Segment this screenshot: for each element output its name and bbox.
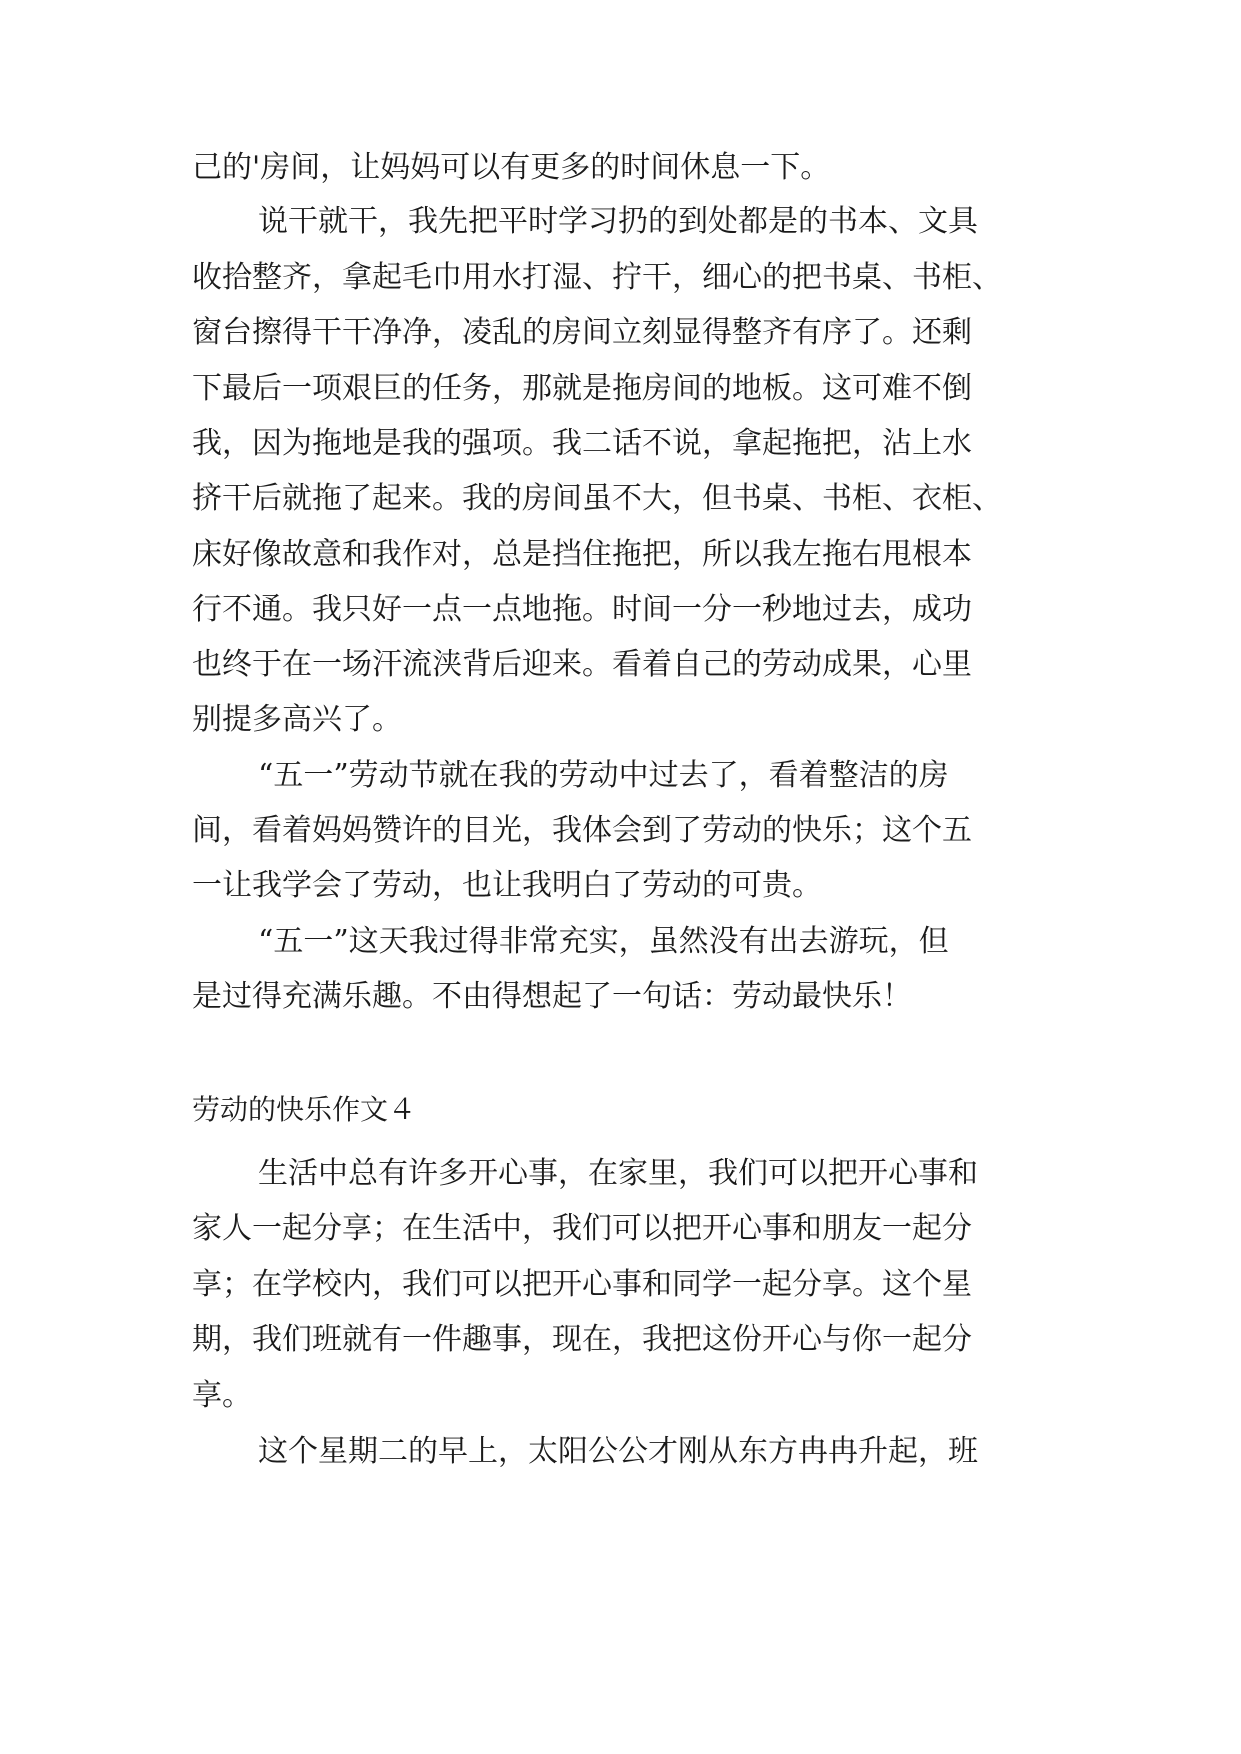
text-line: 己的'房间，让妈妈可以有更多的时间休息一下。 — [192, 150, 831, 185]
text-line: 床好像故意和我作对，总是挡住拖把，所以我左拖右甩根本 — [192, 537, 972, 572]
text-line: 窗台擦得干干净净，凌乱的房间立刻显得整齐有序了。还剩 — [192, 315, 972, 350]
text-line: 是过得充满乐趣。不由得想起了一句话：劳动最快乐！ — [192, 979, 912, 1014]
text-line: 生活中总有许多开心事，在家里，我们可以把开心事和 — [258, 1156, 978, 1191]
text-line: 我，因为拖地是我的强项。我二话不说，拿起拖把，沾上水 — [192, 426, 972, 461]
text-line: 期，我们班就有一件趣事，现在，我把这份开心与你一起分 — [192, 1322, 972, 1357]
text-line: 别提多高兴了。 — [192, 702, 402, 737]
text-line: 享。 — [192, 1378, 252, 1413]
text-line: 这个星期二的早上，太阳公公才刚从东方冉冉升起，班 — [258, 1434, 978, 1469]
text-line: 享；在学校内，我们可以把开心事和同学一起分享。这个星 — [192, 1267, 972, 1302]
text-line: “五一”劳动节就在我的劳动中过去了，看着整洁的房 — [258, 758, 949, 793]
text-line: 间，看着妈妈赞许的目光，我体会到了劳动的快乐；这个五 — [192, 813, 972, 848]
text-line: 收拾整齐，拿起毛巾用水打湿、拧干，细心的把书桌、书柜、 — [192, 260, 1002, 295]
text-line: 下最后一项艰巨的任务，那就是拖房间的地板。这可难不倒 — [192, 371, 972, 406]
text-line: 家人一起分享；在生活中，我们可以把开心事和朋友一起分 — [192, 1211, 972, 1246]
text-line: “五一”这天我过得非常充实，虽然没有出去游玩，但 — [258, 924, 949, 959]
section-title: 劳动的快乐作文４ — [192, 1093, 417, 1126]
text-line: 挤干后就拖了起来。我的房间虽不大，但书桌、书柜、衣柜、 — [192, 481, 1002, 516]
text-line: 行不通。我只好一点一点地拖。时间一分一秒地过去，成功 — [192, 592, 972, 627]
text-line: 说干就干，我先把平时学习扔的到处都是的书本、文具 — [258, 204, 978, 239]
text-line: 一让我学会了劳动，也让我明白了劳动的可贵。 — [192, 868, 822, 903]
text-line: 也终于在一场汗流浃背后迎来。看着自己的劳动成果，心里 — [192, 647, 972, 682]
